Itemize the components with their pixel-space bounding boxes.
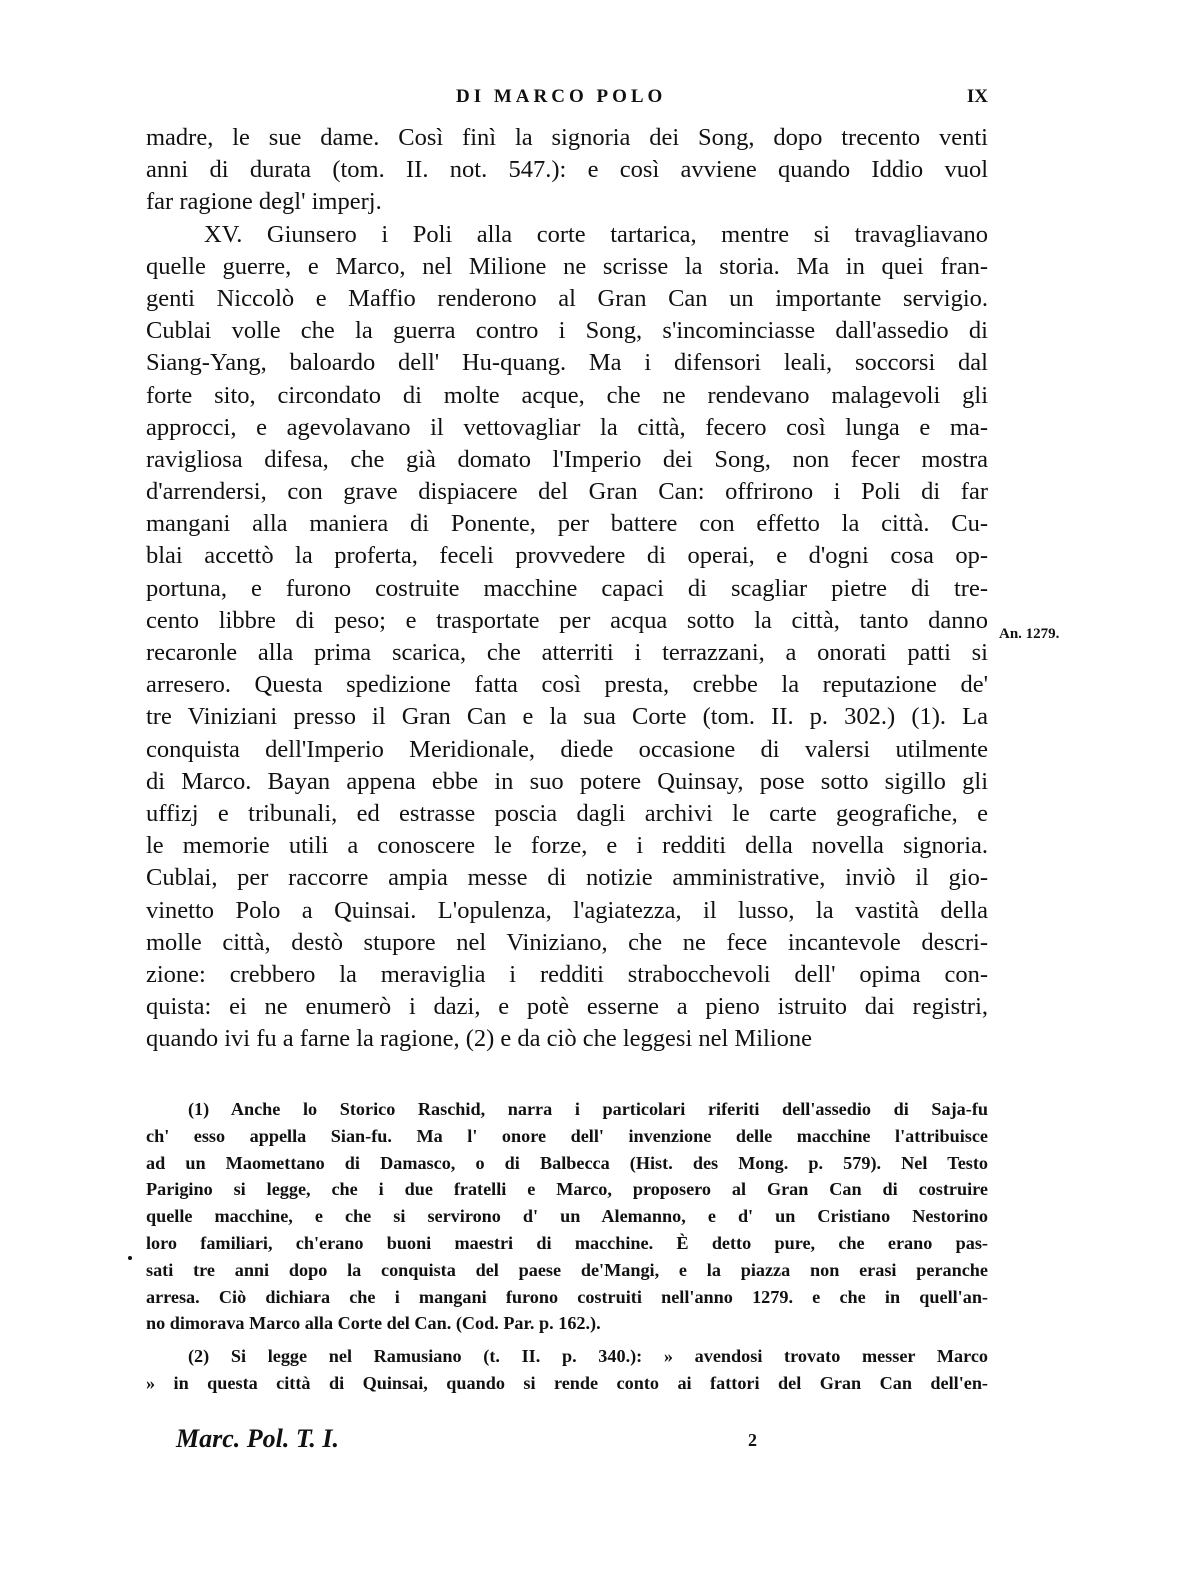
text-line: conquista dell'Imperio Meridionale, diede occasione di valersi utilmente — [146, 735, 988, 763]
text-line: uffizj e tribunali, ed estrasse poscia dagli archivi le carte geografiche, e — [146, 799, 988, 827]
text-line: Cublai volle che la guerra contro i Song, s'incominciasse dall'assedio di — [146, 317, 988, 345]
text-line: tre Viniziani presso il Gran Can e la sua Corte (tom. II. p. 302.) (1). La — [146, 703, 988, 731]
text-line: vinetto Polo a Quinsai. L'opulenza, l'agiatezza, il lusso, la vastità della — [146, 896, 988, 924]
text-line: mangani alla maniera di Ponente, per battere con effetto la città. Cu- — [146, 510, 988, 538]
text-line: blai accettò la proferta, feceli provvedere di operai, e d'ogni cosa op- — [146, 542, 988, 570]
text-line: genti Niccolò e Maffio renderono al Gran Can un importante servigio. — [146, 284, 988, 312]
footnote-line: loro familiari, ch'erano buoni maestri di macchine. È detto pure, che erano pas- — [146, 1232, 988, 1253]
running-title: DI MARCO POLO — [456, 86, 667, 107]
footnote-line: ad un Maomettano di Damasco, o di Balbecca (Hist. des Mong. p. 579). Nel Testo — [146, 1152, 988, 1173]
margin-date-note: An. 1279. — [999, 626, 1060, 642]
text-line: Cublai, per raccorre ampia messe di notizie amministrative, inviò il gio- — [146, 864, 988, 892]
text-line: far ragione degl' imperj. — [146, 188, 382, 216]
main-text — [146, 122, 988, 1055]
footnote-line: Parigino si legge, che i due fratelli e Marco, proposero al Gran Can di costruire — [146, 1179, 988, 1200]
text-line: XV. Giunsero i Poli alla corte tartarica, mentre si travagliavano — [204, 220, 988, 248]
text-line: molle città, destò stupore nel Viniziano, che ne fece incantevole descri- — [146, 928, 988, 956]
text-line: cento libbre di peso; e trasportate per acqua sotto la città, tanto danno — [146, 606, 988, 634]
footnote-line: no dimorava Marco alla Corte del Can. (Cod. Par. p. 162.). — [146, 1313, 601, 1334]
page-footer — [176, 1424, 776, 1458]
footnote-line: sati tre anni dopo la conquista del paese de'Mangi, e la piazza non erasi peranche — [146, 1259, 988, 1280]
text-line: Siang-Yang, baloardo dell' Hu-quang. Ma i difensori leali, soccorsi dal — [146, 349, 988, 377]
print-speck — [128, 1256, 132, 1260]
footnote-line: » in questa città di Quinsai, quando si rende conto ai fattori del Gran Can dell'en- — [146, 1372, 988, 1393]
footnotes — [146, 1096, 988, 1397]
text-line: quando ivi fu a farne la ragione, (2) e da ciò che leggesi nel Milione — [146, 1025, 813, 1053]
text-line: di Marco. Bayan appena ebbe in suo potere Quinsay, pose sotto sigillo gli — [146, 767, 988, 795]
page-header — [146, 86, 988, 114]
text-line: quelle guerre, e Marco, nel Milione ne scrisse la storia. Ma in quei fran- — [146, 252, 988, 280]
gathering-mark: 2 — [748, 1430, 757, 1450]
text-line: forte sito, circondato di molte acque, che ne rendevano malagevoli gli — [146, 381, 988, 409]
page-number: IX — [966, 86, 988, 107]
text-line: anni di durata (tom. II. not. 547.): e così avviene quando Iddio vuol — [146, 156, 988, 184]
text-line: d'arrendersi, con grave dispiacere del Gran Can: offrirono i Poli di far — [146, 478, 988, 506]
text-line: ravigliosa difesa, che già domato l'Imperio dei Song, non fecer mostra — [146, 445, 988, 473]
footnote-line: (1) Anche lo Storico Raschid, narra i particolari riferiti dell'assedio di Saja-fu — [188, 1099, 988, 1119]
footnote-line: (2) Si legge nel Ramusiano (t. II. p. 340.): » avendosi trovato messer Marco — [188, 1346, 988, 1367]
text-line: le memorie utili a conoscere le forze, e i redditi della novella signoria. — [146, 832, 988, 860]
footnote-line: quelle macchine, e che si servirono d' un Alemanno, e d' un Cristiano Nestorino — [146, 1206, 988, 1227]
footnote-line: ch' esso appella Sian-fu. Ma l' onore dell' invenzione delle macchine l'attribuisce — [146, 1125, 988, 1146]
text-line: madre, le sue dame. Così finì la signoria dei Song, dopo trecento venti — [146, 124, 988, 151]
text-line: approcci, e agevolavano il vettovagliar la città, fecero così lunga e ma- — [146, 413, 988, 441]
text-line: quista: ei ne enumerò i dazi, e potè esserne a pieno istruito dai registri, — [146, 993, 988, 1021]
signature-mark: Marc. Pol. T. I. — [176, 1424, 339, 1453]
text-line: portuna, e furono costruite macchine capaci di scagliar pietre di tre- — [146, 574, 988, 602]
text-line: recaronle alla prima scarica, che atterriti i terrazzani, a onorati patti si — [146, 639, 988, 666]
footnote-line: arresa. Ciò dichiara che i mangani furono costruiti nell'anno 1279. e che in quell'an- — [146, 1286, 988, 1307]
text-line: arresero. Questa spedizione fatta così presta, crebbe la reputazione de' — [146, 671, 988, 699]
text-line: zione: crebbero la meraviglia i redditi strabocchevoli dell' opima con- — [146, 960, 988, 988]
